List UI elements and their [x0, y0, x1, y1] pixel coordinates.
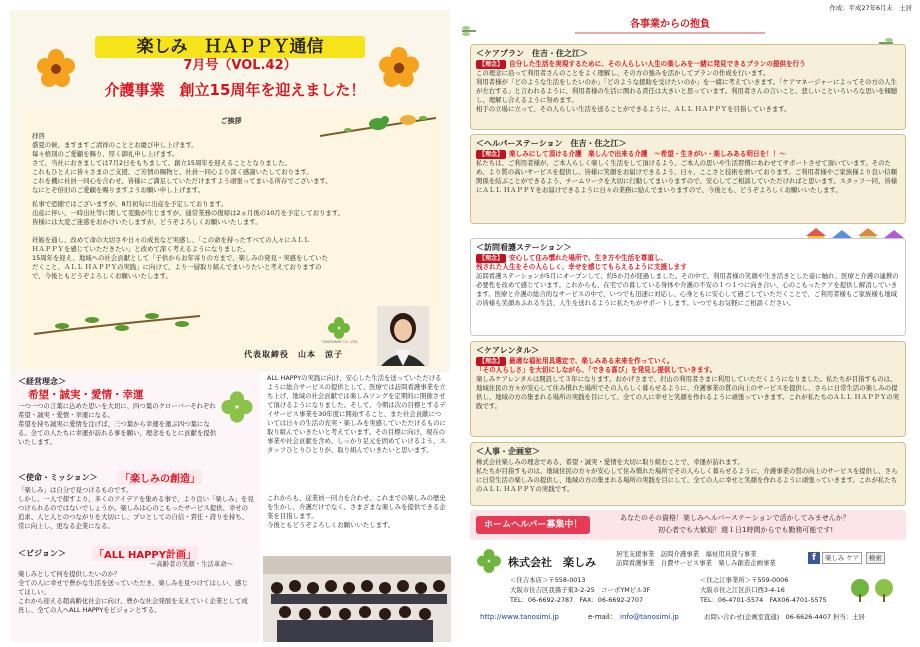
- tag-badge: 【理念】: [476, 254, 506, 263]
- mission-heading: ＜使命・ミッション＞: [18, 473, 98, 482]
- branch-icon: [32, 304, 202, 344]
- company-name: 株式会社 楽しみ: [508, 556, 596, 569]
- mission-title: 「楽しみの創造」: [118, 470, 202, 485]
- greeting-letter: [22, 108, 440, 368]
- signature: 代表取締役 山本 涼子: [244, 350, 343, 359]
- section-body: 株式会社楽しみの理念である、希望・誠実・愛情を大切に取り組むことで、幸運が訪れます。 私たちが目指すものは、地域住民の方々が安心して住み慣れた場所でその人らしく暮らせるように、介護事業の質の向上のサービスを提供し、さらに日常生活の楽しみの提供し、地域の方の集まれる場所の実践を目にして、全ての人に幸せと笑顔を作れるように頑張っていきます。これが私たちのＡＬＬ ＨＡＰＰＹの実践です。: [476, 458, 898, 493]
- office2-address: 大阪市住之江区浜口西3-4-16: [700, 586, 785, 594]
- issue-number: 7月号（VOL.42）: [183, 58, 297, 73]
- office1-address: 大阪市住吉区我孫子東3-2-25 コーポYMビル3F: [510, 586, 651, 594]
- section-title: ＜ヘルパーステーション 住吉・住之江＞: [476, 139, 627, 148]
- philosophy-motto: 希望・誠実・愛情・幸運: [28, 389, 144, 401]
- middle-paragraph-1: ALL HAPPYの実践に向け、安心した生活を送っていただけるように総合サービスの提供として、医療では訪問看護事業を立ち上げ、地域の社会貢献では楽しみソングを定期的に開催させて頂けるようになりました。そして、今期は次の目標とするデイサービス事業を30年度に開始すること、また社会貢献については日々の生活の充実・楽しみを実感していただけるものに取り組んでいきたいと考えています。その目標に向け、現在の事業や社会貢献を含め、しっかり足元を固めていけるよう、スタッフひとりひとりが、取り組んでいきたいと思います。: [267, 374, 446, 454]
- website-link[interactable]: http://www.tanosimi.jp: [480, 613, 559, 621]
- clover-logo-icon: [327, 316, 351, 340]
- section-careplan: [470, 44, 906, 130]
- section-helper-station: [470, 134, 906, 224]
- office2-tel: TEL：06-4701-5574 FAX06-4701-5575: [700, 596, 827, 604]
- tag-badge: 【理念】: [476, 60, 506, 69]
- ceo-photo: [377, 306, 429, 366]
- vision-heading: ＜ビジョン＞: [18, 549, 66, 558]
- greeting-heading: ご挨拶: [220, 117, 242, 125]
- values-panel: [10, 372, 260, 642]
- vision-title: 「ALL HAPPY計画」: [92, 546, 198, 561]
- clover-icon: [220, 390, 254, 424]
- section-body: 私たちは、ご利用者様が、ご本人らしく楽しく生活をして頂けるよう、ご本人の思いや生活習慣にあわせてサポートさせて頂いています。そのため、より質の高いサービスを提供し、皆様に笑顔をお届けできるよう、日々、ここさと技術を磨いております。ご利用者様やご家族様より良い信頼関係を結ぶことができるよう、チームワークを大切に行動してまいりますので、安心してご相談していただければと思います。スタッフ一同、皆様にＡＬＬ ＨＡＰＰＹをお届けできるように日々の業務に励んでまいりますので、今後とも、どうぞよろしくお願いいたします。: [476, 159, 898, 194]
- section-body: 訪問看護ステーションが5月にオープンして、約5か月が経過しました。その中で、利用者様の笑顔や生き活きとした姿に触れ、医療と介護の連携の必要性を改めて感じています。これからも、在宅での暮している身体や介護の不安の１つ１つに向き合い、心のこもったケアを提供し解消していきます。医療と介護の総合的なサービスの中で、いつでも迅速に対応し、心身ともに安心して過ごしていただくことで、ご利用者様もご家族様も地域の皆様も笑顔あふれる生活、人生を送れるように私たちがサポートします。いつでもお気軽にご相談ください。: [476, 272, 899, 307]
- section-care-rental: [470, 341, 906, 437]
- facebook-search-term[interactable]: 楽しみ ケア: [822, 552, 862, 564]
- tag-badge: 【理念】: [476, 357, 506, 366]
- logo-caption: TANOSHIMI CO., LTD.: [321, 340, 359, 344]
- section-title: ＜訪問看護ステーション＞: [476, 243, 572, 252]
- greeting-paragraph-3: 妊娠を通し、改めて命の大切さや日々の成長など実感し、「この命を持ったすべての人々にＡＬＬ ＨＡＰＰＹを感じていただきたい」と改めて深く考えるようになりました。 15周年を迎え、地域への社会貢献として「子供からお年寄りの方まで、楽しみの発見・実感をしていた だくこと、ＡＬＬ ＨＡＰＰＹの実践」に向けて、より一層取り組んでまいりたいと考えておりますの で、今後ともどうぞよろしくお願いいたします。: [32, 236, 328, 280]
- recruit-line-2: 初心者でも大歓迎！週１日1時間からでも勤務可能です!: [658, 526, 834, 534]
- middle-text-panel: [263, 372, 453, 554]
- greeting-paragraph-1: 拝啓 盛夏の候、ますますご清祥のこととお慶び申し上げます。 毎々格別のご愛顧を賜り、厚く御礼申し上げます。 さて、当社におきましては7月2日をもちまして、創立15周年を迎えることとなりました。 これもひとえに皆々さまのご支援、ご芳情の賜物と、社員一同心より深く感謝いたしております。 これを機に社員一同心を合わせ、皆様にご満足していただけますよう頑張ってまいる所存でございます。 なにとぞ倍旧のご愛顧を賜りますようお願い申し上げます。: [32, 132, 332, 194]
- right-header: 各事業からの抱負: [575, 18, 765, 34]
- section-lead: 楽しみにして頂ける介護 楽しんで出来る介護 ～希望・生きがい・楽しみある明日を！！～: [509, 150, 786, 158]
- tag-badge: 【理念】: [476, 150, 506, 159]
- recruit-banner[interactable]: [470, 510, 906, 540]
- philosophy-heading: ＜経営理念＞: [18, 377, 66, 386]
- staff-group-photo: [263, 556, 451, 642]
- section-lead: 最適な福祉用具選定で、楽しみある未来を作っていく。 「その人らしさ」を大切にしながら、「できる喜び」を発見し提供していきます。: [476, 357, 717, 374]
- clover-logo-icon: [476, 548, 502, 574]
- section-title: ＜ケアレンタル＞: [476, 346, 540, 355]
- trees-icon: [848, 578, 898, 602]
- office2-title: ＜住之江事業所＞〒559-0006: [700, 576, 789, 584]
- office1-tel: TEL：06-6692-2787 FAX：06-6692-2707: [510, 596, 644, 604]
- section-lead: 自分した生活を実現するために、その人らしい人生の楽しみを一緒に発見できるプランの提供を行う: [509, 60, 806, 68]
- vision-subtitle: ～高齢者の笑顔・生活革命～: [150, 560, 234, 568]
- office1-title: ＜住吉本店＞〒558-0013: [510, 576, 586, 584]
- masthead-title: 楽しみ ＨＡＰＰＹ通信: [95, 36, 365, 58]
- section-body: この理念に沿って利用者さんのことをよく理解し、その方の強みを活かしてプランの作成を行います。 利用者様が「どのような生活をしたいのか」「どのような援助を受けたいのか」を一緒に考えていきます。「ケアマネージャーによってその方の人生が左右する」と言われるように、利用者様の生活に関わる責任は大きいと思っています。利用者さんの言いこと、悲しいこといろいろな思いを傾聴し、理解し合えるように努めます。 相手の立場に立って、その人らしい生活を送ることができるように、ＡＬＬ ＨＡＰＰＹを目指していきます。: [476, 69, 898, 113]
- company-services: 居宅支援事業 訪問介護事業 福祉用具貸与事業 訪問看護事業 自費サービス事業 楽しみ創造企画事業: [616, 550, 776, 567]
- section-body: 楽しみケアレンタルは開設して３年になります。おかげさまで、沢山の利用者さまに利用していただくようになりました。私たちが目指すものは、地域住民の方々が安心して住み慣れた場所でその人らしく暮らせるように、介護事業の質の向上のサービスを提供し、さらに日常生活の楽しみの提供し、地域の方の集まれる場所の実践を目にして、全ての人に幸せと笑顔を作れるように頑張っていきます。これが私たちのＡＬＬ ＨＡＰＰＹの実践です。: [476, 375, 900, 410]
- section-hr-planning: [470, 442, 906, 506]
- middle-paragraph-2: これからも、従業員一同力を合わせ、これまでの楽しみの歴史を生かし、介護だけでなく、さまざまな楽しみを提供できる企業を目指します。 今後ともどうぞよろしくお願いいたします。: [267, 494, 446, 529]
- company-footer: [470, 544, 906, 644]
- section-lead: 安心して住み慣れた場所で、生き方や生活を尊重し、 残された人生をその人らしく、幸せを感じてもらえるように支援します: [476, 254, 687, 271]
- facebook-icon[interactable]: f: [808, 552, 820, 564]
- section-visiting-nursing: [470, 238, 906, 336]
- search-button[interactable]: 検索: [866, 552, 885, 564]
- recruit-line-1: あなたのその資格！楽しみヘルパーステーションで活かしてみませんか？: [620, 514, 850, 522]
- philosophy-text: 一つ一つの言葉に込めた思いを大切に、四つ葉のクローバーそれぞれ希望・誠実・愛情・幸運になる。 希望を持ち誠実に愛情を注げば、三つ葉から幸運を運ぶ四つ葉になる。全ての人たちに幸運が訪れる事を願い、理念をもとに貢献を提供いたします。: [18, 402, 217, 446]
- recruit-label: ホームヘルパー募集中！: [476, 516, 590, 534]
- created-note: 作成：平成27年6月末 土居: [829, 4, 912, 12]
- dragonfly-icon: [460, 24, 478, 38]
- mission-text: 「楽しみ」は自分で見つけるものです。 しかし、一人で探すより、多くのアイデアを集める事で、より良い「楽しみ」を見つけられるのではないでしょうか。楽しみは心のこもったサービス提供、幸せの追求、人と人とのつながりを大切にし、プロとしての自信・責任・誇りを持ち、常に向上し、更なる企業になる。: [18, 486, 254, 530]
- contact-info: お問い合わせ(企画室直通) 06-6626-4407 担当：土居: [704, 613, 865, 621]
- section-title: ＜ケアプラン 住吉・住之江＞: [476, 49, 588, 58]
- email-label: e-mail：: [588, 613, 617, 621]
- headline: 介護事業 創立15周年を迎えました！: [104, 81, 366, 99]
- greeting-panel: [10, 10, 450, 372]
- email-link[interactable]: info@tanosimi.jp: [620, 613, 679, 621]
- greeting-paragraph-2: 私事で恐縮ではございますが、8月初旬に出産を予定しております。 出産に伴い、一時出社等に関して変動が生じますが、通常業務の復帰は2ヵ月後の10月を予定しております。 皆様には大変ご迷惑をおかけいたしますが、どうぞよろしくお願いいたします。: [32, 200, 345, 226]
- section-title: ＜人事・企画室＞: [476, 447, 540, 456]
- vision-text: 楽しみとして何を提供したいのか？ 全ての人に幸せで豊かな生活を送っていただき、楽しみを見つけてほしい、感じてほしい。 これから迎える超高齢化社会に向け、豊かな社会発展を支えていく企業として成長し、全ての人へALL HAPPYをビジョンとする。: [18, 570, 248, 614]
